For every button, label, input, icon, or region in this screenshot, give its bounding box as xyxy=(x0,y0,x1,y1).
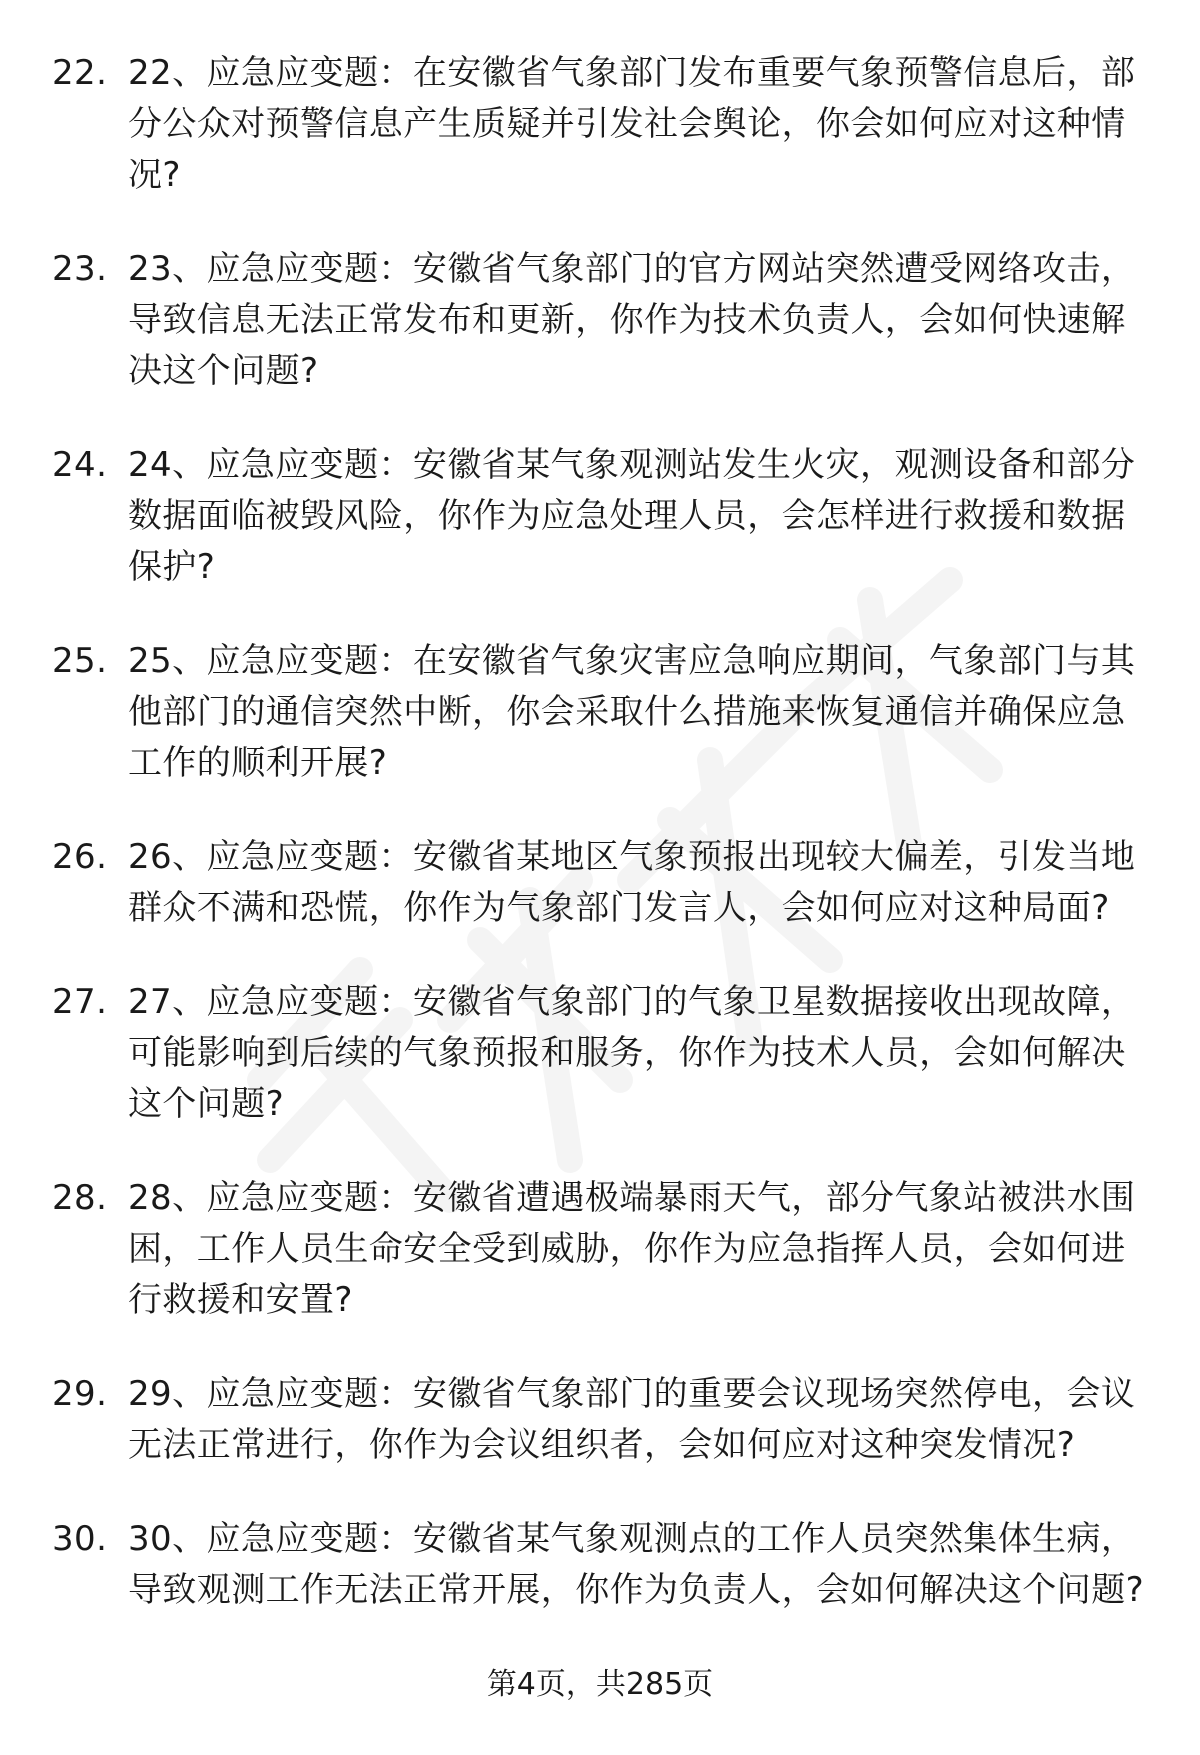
page-number-label: 第4页，共285页 xyxy=(486,1667,714,1702)
question-number: 28. xyxy=(52,1178,108,1218)
question-item xyxy=(52,832,1152,934)
question-item xyxy=(52,48,1152,201)
question-item xyxy=(52,440,1152,593)
question-item xyxy=(52,1369,1152,1471)
question-item xyxy=(52,1514,1152,1616)
question-text: 26、应急应变题：安徽省某地区气象预报出现较大偏差，引发当地群众不满和恐慌，你作为气象部门发言人，会如何应对这种局面? xyxy=(128,837,1136,928)
question-number: 25. xyxy=(52,641,108,681)
question-number: 29. xyxy=(52,1374,108,1414)
page-footer xyxy=(0,1665,1200,1705)
question-number: 24. xyxy=(52,445,108,485)
question-list xyxy=(52,48,1152,1659)
question-text: 22、应急应变题：在安徽省气象部门发布重要气象预警信息后，部分公众对预警信息产生质疑并引发社会舆论，你会如何应对这种情况? xyxy=(128,53,1136,195)
question-text: 24、应急应变题：安徽省某气象观测站发生火灾，观测设备和部分数据面临被毁风险，你作为应急处理人员，会怎样进行救援和数据保护? xyxy=(128,445,1136,587)
question-text: 23、应急应变题：安徽省气象部门的官方网站突然遭受网络攻击，导致信息无法正常发布和更新，你作为技术负责人，会如何快速解决这个问题? xyxy=(128,249,1136,391)
question-number: 27. xyxy=(52,982,108,1022)
question-number: 22. xyxy=(52,53,108,93)
question-item xyxy=(52,977,1152,1130)
question-item xyxy=(52,244,1152,397)
question-text: 28、应急应变题：安徽省遭遇极端暴雨天气，部分气象站被洪水围困，工作人员生命安全受到威胁，你作为应急指挥人员，会如何进行救援和安置? xyxy=(128,1178,1136,1320)
question-number: 26. xyxy=(52,837,108,877)
question-item xyxy=(52,636,1152,789)
question-number: 23. xyxy=(52,249,108,289)
question-item xyxy=(52,1173,1152,1326)
question-text: 25、应急应变题：在安徽省气象灾害应急响应期间，气象部门与其他部门的通信突然中断，你会采取什么措施来恢复通信并确保应急工作的顺利开展? xyxy=(128,641,1136,783)
question-text: 27、应急应变题：安徽省气象部门的气象卫星数据接收出现故障，可能影响到后续的气象预报和服务，你作为技术人员，会如何解决这个问题? xyxy=(128,982,1136,1124)
question-text: 29、应急应变题：安徽省气象部门的重要会议现场突然停电，会议无法正常进行，你作为会议组织者，会如何应对这种突发情况? xyxy=(128,1374,1136,1465)
question-number: 30. xyxy=(52,1519,108,1559)
question-text: 30、应急应变题：安徽省某气象观测点的工作人员突然集体生病，导致观测工作无法正常开展，你作为负责人，会如何解决这个问题? xyxy=(128,1519,1145,1610)
